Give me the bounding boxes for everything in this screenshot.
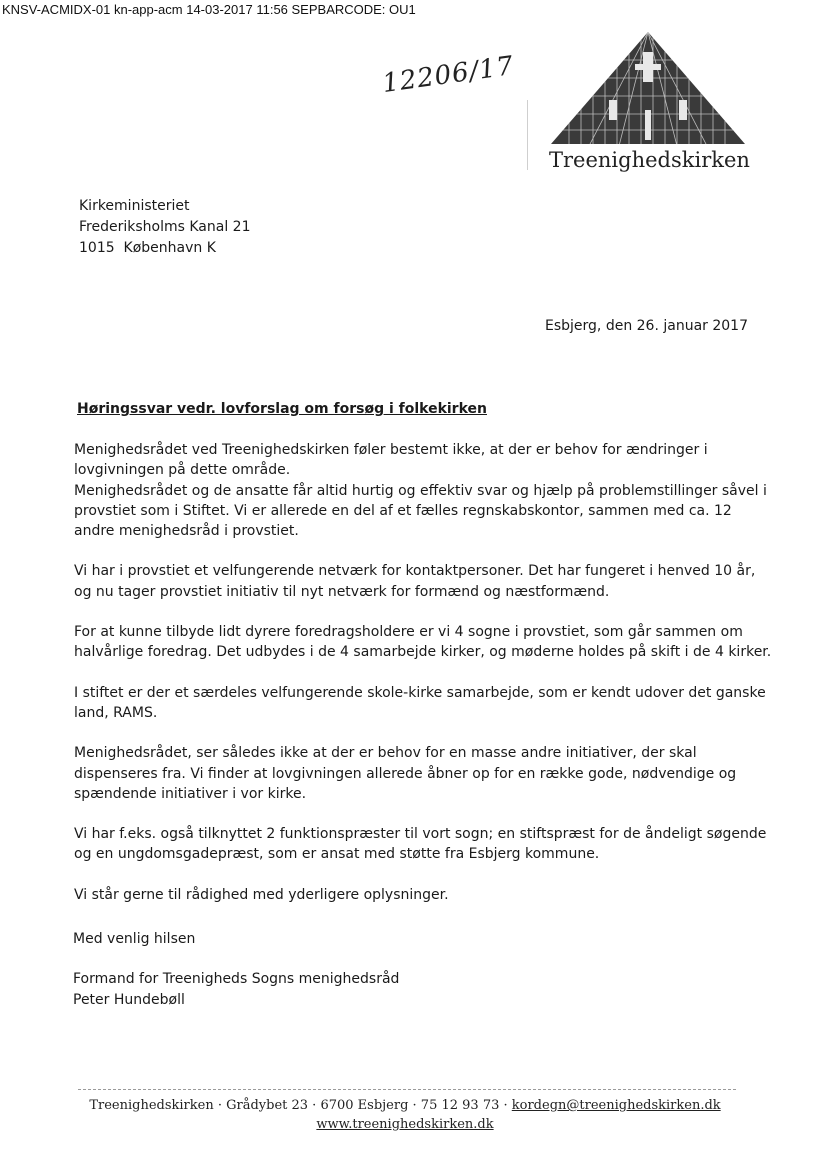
body-paragraph: Vi står gerne til rådighed med yderligere oplysninger. [74, 886, 449, 903]
fold-mark [527, 100, 528, 170]
body-paragraph: Menighedsrådet ved Treenighedskirken føler bestemt ikke, at der er behov for ændringer i lovgivningen på dette område. Menighedsrådet og de ansatte får altid hurtig og effektiv svar og hjælp på problemstillinger såvel i provstiet som i Stiftet. Vi er allerede en del af et fælles regnskabskontor, sammen med ca. 12 andre menighedsråd i provstiet. [74, 442, 767, 540]
recipient-address [79, 196, 250, 259]
footer-website-link[interactable]: www.treenighedskirken.dk [316, 1117, 494, 1132]
church-logo-icon [549, 30, 747, 146]
letter-date: Esbjerg, den 26. januar 2017 [545, 318, 748, 334]
body-paragraph: For at kunne tilbyde lidt dyrere foredragsholdere er vi 4 sogne i provstiet, som går sammen om halvårlige foredrag. Det udbydes i de 4 samarbejde kirker, og møderne holdes på skift i de 4 kirker. [74, 624, 772, 661]
letter-footer [0, 1096, 810, 1134]
letter-subject: Høringssvar vedr. lovforslag om forsøg i folkekirken [77, 401, 487, 417]
handwritten-case-number: 12206/17 [380, 50, 517, 100]
footer-address: Treenighedskirken · Grådybet 23 · 6700 Esbjerg · 75 12 93 73 · [89, 1098, 512, 1113]
signature-title: Formand for Treenigheds Sogns menighedsråd [73, 971, 400, 987]
closing-phrase: Med venlig hilsen [73, 931, 196, 947]
body-paragraph: Vi har f.eks. også tilknyttet 2 funktionspræster til vort sogn; en stiftspræst for de åndeligt søgende og en ungdomsgadepræst, som er ansat med støtte fra Esbjerg kommune. [74, 826, 767, 863]
recipient-line: 1015 København K [79, 240, 216, 256]
recipient-line: Kirkeministeriet [79, 198, 190, 214]
body-paragraph: I stiftet er der et særdeles velfungerende skole-kirke samarbejde, som er kendt udover det ganske land, RAMS. [74, 684, 766, 721]
footer-divider [78, 1089, 736, 1090]
signature-block [73, 969, 399, 1011]
body-paragraph: Menighedsrådet, ser således ikke at der er behov for en masse andre initiativer, der skal dispenseres fra. Vi finder at lovgivningen allerede åbner op for en række gode, nødvendige og spændende initiativer i vor kirke. [74, 745, 737, 802]
church-logo-name: Treenighedskirken [549, 148, 750, 172]
signature-name: Peter Hundebøll [73, 992, 185, 1008]
body-paragraph: Vi har i provstiet et velfungerende netværk for kontaktpersoner. Det har fungeret i henved 10 år, og nu tager provstiet initiativ til nyt netværk for formænd og næstformænd. [74, 563, 756, 600]
recipient-line: Frederiksholms Kanal 21 [79, 219, 251, 235]
scan-header-stamp: KNSV-ACMIDX-01 kn-app-acm 14-03-2017 11:56 SEPBARCODE: OU1 [2, 2, 416, 17]
footer-email-link[interactable]: kordegn@treenighedskirken.dk [511, 1098, 721, 1113]
letter-body [74, 440, 774, 925]
